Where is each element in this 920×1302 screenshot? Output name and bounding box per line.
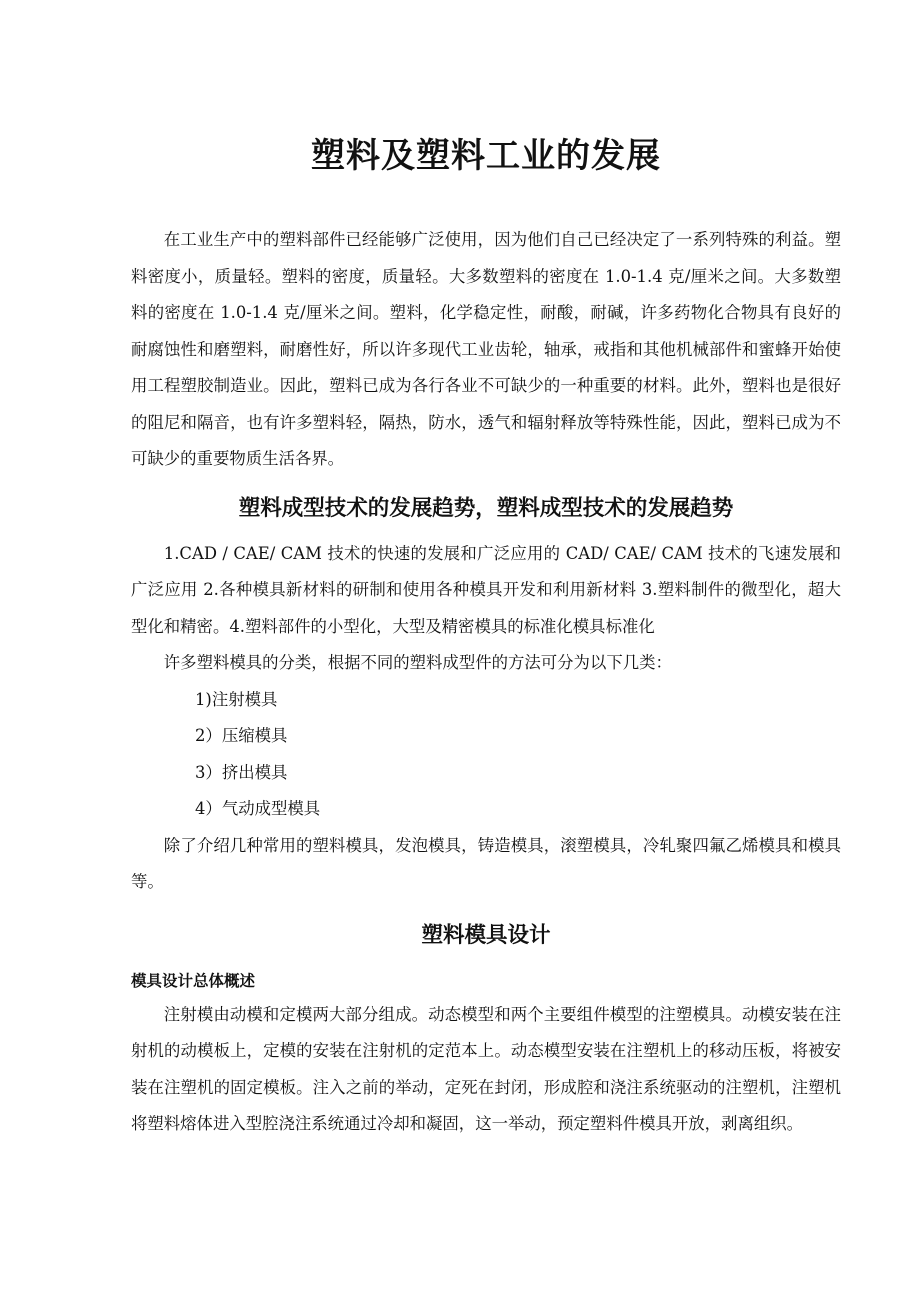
document-body	[131, 128, 841, 1143]
other-molds-paragraph: 除了介绍几种常用的塑料模具，发泡模具，铸造模具，滚塑模具，冷轧聚四氟乙烯模具和模具等。	[131, 835, 841, 891]
list-item: 1)注射模具	[195, 689, 278, 709]
trends-paragraph: 1.CAD / CAE/ CAM 技术的快速的发展和广泛应用的 CAD/ CAE/ CAM 技术的飞速发展和广泛应用 2.各种模具新材料的研制和使用各种模具开发和利用新材料 3.塑料制件的微型化，超大型化和精密。4.塑料部件的小型化，大型及精密模具的标准化模具标准化	[131, 543, 841, 636]
intro-paragraph: 在工业生产中的塑料部件已经能够广泛使用，因为他们自己已经决定了一系列特殊的利益。塑料密度小，质量轻。塑料的密度，质量轻。大多数塑料的密度在 1.0-1.4 克/厘米之间。大多数塑料的密度在 1.0-1.4 克/厘米之间。塑料，化学稳定性，耐酸，耐碱，许多药物化合物具有良好的耐腐蚀性和磨塑料，耐磨性好，所以许多现代工业齿轮，轴承，戒指和其他机械部件和蜜蜂开始使用工程塑胶制造业。因此，塑料已成为各行各业不可缺少的一种重要的材料。此外，塑料也是很好的阻尼和隔音，也有许多塑料轻，隔热，防水，透气和辐射释放等特殊性能，因此，塑料已成为不可缺少的重要物质生活各界。	[131, 230, 841, 468]
section-heading-trends: 塑料成型技术的发展趋势，塑料成型技术的发展趋势	[238, 495, 734, 521]
list-item: 4）气动成型模具	[195, 799, 321, 818]
list-item: 3）挤出模具	[195, 762, 288, 782]
classification-paragraph: 许多塑料模具的分类，根据不同的塑料成型件的方法可分为以下几类：	[163, 653, 672, 672]
document-title: 塑料及塑料工业的发展	[311, 136, 661, 176]
subheading-overview: 模具设计总体概述	[131, 970, 256, 990]
list-item: 2）压缩模具	[195, 726, 288, 745]
mold-type-list	[131, 682, 841, 828]
mold-design-paragraph: 注射模由动模和定模两大部分组成。动态模型和两个主要组件模型的注塑模具。动模安装在注射机的动模板上，定模的安装在注射机的定范本上。动态模型安装在注塑机上的移动压板，将被安装在注塑机的固定模板。注入之前的举动，定死在封闭，形成腔和浇注系统驱动的注塑机，注塑机将塑料熔体进入型腔浇注系统通过冷却和凝固，这一举动，预定塑料件模具开放，剥离组织。	[131, 1004, 841, 1133]
section-heading-mold-design: 塑料模具设计	[421, 922, 551, 948]
